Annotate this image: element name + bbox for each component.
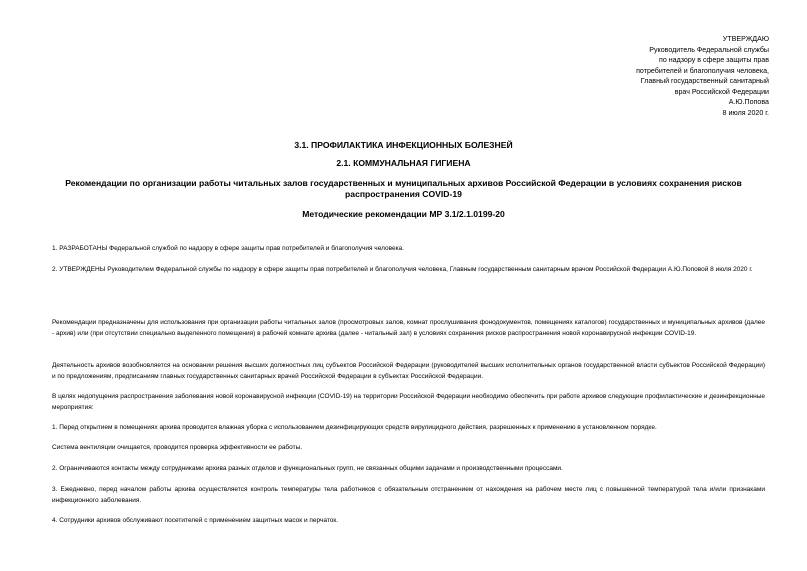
- approval-line: потребителей и благополучия человека,: [636, 66, 769, 75]
- approval-block: [569, 34, 769, 118]
- paragraph: [52, 443, 765, 454]
- approval-line: УТВЕРЖДАЮ: [722, 35, 769, 43]
- paragraph: [52, 485, 765, 506]
- section-heading: 3.1. ПРОФИЛАКТИКА ИНФЕКЦИОННЫХ БОЛЕЗНЕЙ: [294, 140, 513, 150]
- paragraph: [52, 423, 765, 434]
- paragraph: [52, 244, 765, 255]
- paragraph: [52, 516, 765, 527]
- approval-line: Руководитель Федеральной службы: [649, 45, 769, 54]
- paragraph-text: 4. Сотрудники архивов обслуживают посетителей с применением защитных масок и перчаток.: [52, 517, 339, 524]
- paragraph-text: Система вентиляции очищается, проводится проверка эффективности ее работы.: [52, 444, 303, 451]
- paragraph-text: 1. Перед открытием в помещениях архива проводится влажная уборка с использованием дезинфицирующих средств вирулицидного действия, разрешенных к применению в установленном порядке.: [52, 424, 657, 431]
- paragraph: [52, 318, 765, 339]
- paragraph: [52, 361, 765, 382]
- paragraph-text: 2. УТВЕРЖДЕНЫ Руководителем Федеральной службы по надзору в сфере защиты прав потребителей и благополучия человека, Главным государственным санитарным врачом Российской Федерации А.Ю.Поповой 8 июля 2020 г.: [52, 266, 753, 273]
- paragraph-text: 3. Ежедневно, перед началом работы архива осуществляется контроль температуры тела работников с обязательным отстранением от нахождения на рабочем месте лиц с повышенной температурой тела и/или признаками инфекционного заболевания.: [52, 486, 765, 504]
- paragraph-text: 2. Ограничиваются контакты между сотрудниками архива разных отделов и функциональных групп, не связанных общими задачами и производственными процессами.: [52, 465, 563, 472]
- approval-line: врач Российской Федерации: [674, 87, 769, 96]
- approval-line: Главный государственный санитарный: [640, 77, 769, 85]
- subsection-heading: 2.1. КОММУНАЛЬНАЯ ГИГИЕНА: [336, 158, 471, 168]
- paragraph: [52, 464, 765, 475]
- document-id: Методические рекомендации МР 3.1/2.1.0199-20: [302, 209, 505, 219]
- paragraph-text: Рекомендации предназначены для использования при организации работы читальных залов (просмотровых залов, комнат прослушивания фонодокументов, помещениях каталогов) государственных и муниципальных архивов (далее - архив) или (при отсутствии специально выделенного помещения) в рабочей комнате архива (далее - читальный зал) в условиях сохранения рисков распространения новой коронавирусной инфекции COVID-19.: [52, 319, 765, 337]
- paragraph-text: В целях недопущения распространения заболевания новой коронавирусной инфекции (COVID-19) на территории Российской Федерации необходимо обеспечить при работе архивов следующие профилактические и дезинфекционные мероприятия:: [52, 393, 765, 411]
- document-title: Рекомендации по организации работы читальных залов государственных и муниципальных архивов Российской Федерации в условиях сохранения рисков распространения COVID-19: [65, 178, 742, 199]
- approval-line: 8 июля 2020 г.: [722, 108, 769, 117]
- paragraph: [52, 392, 765, 413]
- paragraph-text: 1. РАЗРАБОТАНЫ Федеральной службой по надзору в сфере защиты прав потребителей и благополучия человека.: [52, 245, 404, 252]
- approval-line: А.Ю.Попова: [728, 98, 769, 106]
- paragraph: [52, 265, 765, 276]
- approval-line: по надзору в сфере защиты прав: [658, 56, 769, 64]
- paragraph-text: Деятельность архивов возобновляется на основании решения высших должностных лиц субъектов Российской Федерации (руководителей высших исполнительных органов государственной власти субъектов Российской Федерации) и по предложениям, предписаниям главных государственных санитарных врачей Российской Федерации в субъектах Российской Федерации.: [52, 362, 765, 380]
